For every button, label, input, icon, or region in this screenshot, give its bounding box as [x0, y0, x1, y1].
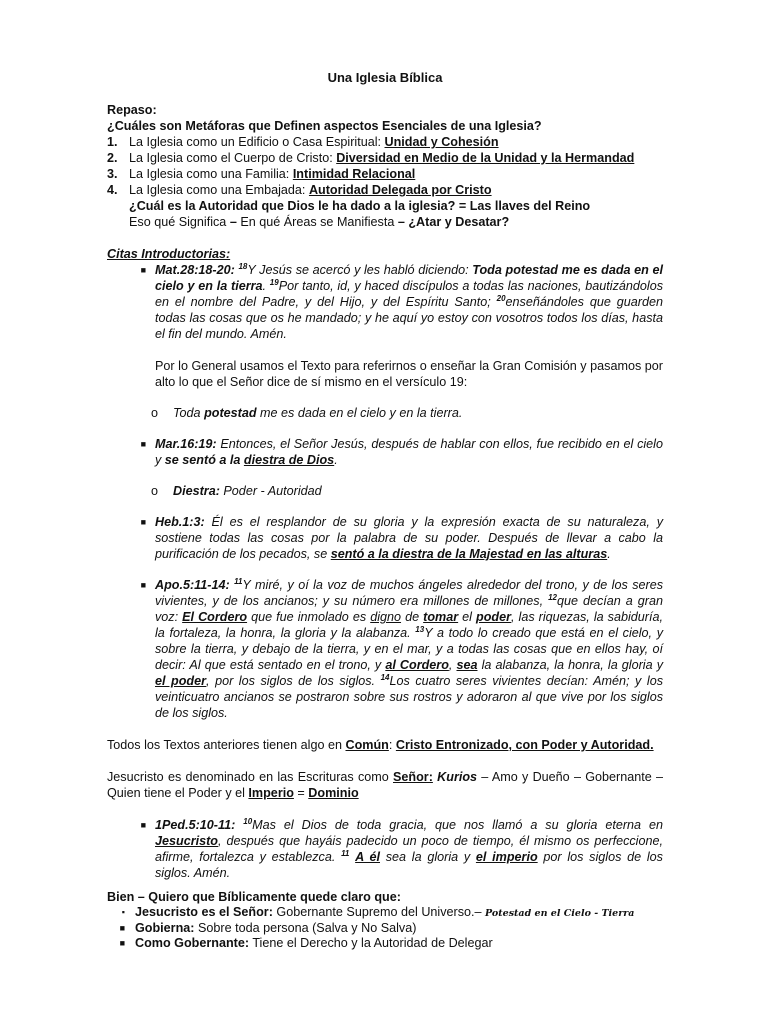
verse-bold-underline: poder [476, 610, 511, 624]
verse-bold-underline: El Cordero [182, 610, 248, 624]
jesucristo-paragraph [107, 769, 663, 801]
small-square-bullet-icon: ■ [119, 938, 125, 948]
circle-bullet-icon: o [151, 406, 159, 420]
verse-segment: Él es el resplandor de su gloria y la expresión exacta de su naturaleza, y sostiene todas las cosas por la palabra de su poder. Después de llevar a cabo la purificación de los pecados, se [155, 515, 663, 561]
verse-segment: , por los siglos de los siglos. [206, 674, 381, 688]
verse-segment: . [334, 453, 338, 467]
repaso-question: ¿Cuáles son Metáforas que Definen aspectos Esenciales de una Iglesia? [107, 119, 542, 133]
verse-segment: , después que hayáis padecido un poco de tiempo, él mismo os perfeccione, afirme, fortalezca y establezca. [155, 834, 663, 864]
common-paragraph [107, 737, 663, 753]
paragraph-segment: = [293, 786, 309, 800]
item-text: La Iglesia como una Embajada: [129, 183, 309, 197]
sub-item-bold: Diestra: [173, 484, 220, 498]
verse-text [155, 262, 663, 342]
metaphor-item-3 [107, 166, 663, 182]
paragraph-bold-underline: Imperio [248, 786, 294, 800]
dash: – [229, 215, 237, 229]
verse-ref: Apo.5:11-14: [155, 578, 230, 592]
verse-segment: el [458, 610, 477, 624]
verse-segment: Por tanto, id, y haced discípulos a todas las naciones, bautizándolos en el nombre del Padre, y del Hijo, y del Espíritu Santo; [155, 279, 664, 309]
generally-paragraph: Por lo General usamos el Texto para referirnos o enseñar la Gran Comisión y pasamos por alto lo que el Señor dice de sí mismo en el versículo 19: [155, 359, 663, 389]
verse-number: 19 [269, 277, 279, 287]
sub-item-diestra [107, 483, 663, 499]
verse-bold-underline: A él [355, 850, 380, 864]
verse-number: 20 [496, 293, 506, 303]
verse-heb [107, 514, 663, 562]
item-emphasis: Autoridad Delegada por Cristo [308, 183, 492, 197]
verse-segment: de [401, 610, 424, 624]
verse-segment: Y Jesús se acercó y les habló diciendo: [247, 263, 473, 277]
verse-number: 11 [341, 848, 350, 858]
conclusion-text: Gobernante Supremo del Universo.– [272, 905, 486, 919]
square-bullet-icon: ■ [140, 517, 146, 527]
conclusion-bold: Jesucristo es el Señor: [135, 905, 273, 919]
verse-number: 11 [234, 576, 243, 586]
citas-heading: Citas Introductorias: [107, 247, 231, 261]
square-bullet-icon: ■ [140, 820, 146, 830]
sub-item-text: me es dada en el cielo y en la tierra. [256, 406, 463, 420]
meaning-part-a: Eso qué Significa [129, 215, 230, 229]
metaphor-item-4 [107, 182, 663, 198]
verse-bold-underline: el imperio [475, 850, 538, 864]
conclusion-bold: Gobierna: [135, 921, 195, 935]
paragraph-segment: : [388, 738, 396, 752]
verse-bold-underline: tomar [423, 610, 459, 624]
paragraph-bold-underline: Cristo Entronizado, con Poder y Autoridad. [395, 738, 654, 752]
verse-text [155, 577, 663, 721]
dash: – [397, 215, 405, 229]
verse-segment: sea la gloria y [380, 850, 476, 864]
verse-segment: Mas el Dios de toda gracia, que nos llamó a su gloria eterna en [252, 818, 664, 832]
verse-apo [107, 577, 663, 721]
sub-item-text: Toda [173, 406, 205, 420]
sub-item-text: Poder - Autoridad [219, 484, 322, 498]
verse-bold-underline: Jesucristo [155, 834, 218, 848]
repaso-heading: Repaso: [107, 103, 157, 117]
verse-number: 10 [243, 816, 253, 826]
verse-segment: Los cuatro seres vivientes decían: Amén; y los veinticuatro ancianos se postraron sobre sus rostros y adoraron al que vive por los siglos de los siglos. [155, 674, 663, 720]
item-emphasis: Diversidad en Medio de la Unidad y la Hermandad [336, 151, 635, 165]
paragraph-bold-underline: Común [345, 738, 389, 752]
verse-segment: que decían a gran voz: [155, 594, 664, 624]
verse-bold: se sentó a la [164, 453, 244, 467]
verse-ped [107, 817, 663, 881]
paragraph-bold-italic: Kurios [437, 770, 478, 784]
meaning-line [107, 214, 663, 230]
verse-bold-underline: sentó a la diestra de la Majestad en las alturas [330, 547, 608, 561]
item-number: 3. [107, 167, 118, 181]
verse-segment: Entonces, el Señor Jesús, después de hablar con ellos, fue recibido en el cielo y [155, 437, 663, 467]
conclusion-text: Tiene el Derecho y la Autoridad de Delegar [249, 936, 493, 950]
verse-segment: que fue inmolado es [247, 610, 371, 624]
verse-text [155, 817, 663, 881]
item-number: 1. [107, 135, 118, 149]
conclusion-note: Potestad en el Cielo - Tierra [485, 908, 635, 919]
small-square-bullet-icon: ▪ [121, 907, 125, 917]
square-bullet-icon: ■ [140, 265, 146, 275]
square-bullet-icon: ■ [140, 580, 146, 590]
verse-number: 13 [415, 624, 425, 634]
item-number: 4. [107, 183, 118, 197]
conclusion-bold: Como Gobernante: [135, 936, 250, 950]
document-page [107, 70, 663, 951]
meaning-part-c: ¿Atar y Desatar? [404, 215, 510, 229]
verse-bold-underline: al Cordero [385, 658, 449, 672]
paragraph-bold-underline: Dominio [308, 786, 359, 800]
verse-bold-underline: el poder [155, 674, 207, 688]
verse-mar [107, 436, 663, 468]
item-number: 2. [107, 151, 118, 165]
verse-number: 14 [380, 672, 390, 682]
conclusion-item-1 [107, 905, 663, 921]
sub-item-bold: potestad [204, 406, 257, 420]
square-bullet-icon: ■ [140, 439, 146, 449]
metaphor-item-1 [107, 134, 663, 150]
verse-number: 12 [548, 592, 557, 602]
conclusion-text: Sobre toda persona (Salva y No Salva) [194, 921, 417, 935]
verse-bold-underline: sea [456, 658, 478, 672]
verse-text [155, 514, 663, 562]
item-emphasis: Intimidad Relacional [292, 167, 416, 181]
sub-item-potestad [107, 405, 663, 421]
small-square-bullet-icon: ■ [119, 923, 125, 933]
verse-segment: , las riquezas, la sabiduría, la fortaleza, la honra, la gloria y la alabanza. [155, 610, 663, 640]
verse-bold: Toda potestad me es dada en el cielo y en la tierra [155, 263, 663, 293]
item-text: La Iglesia como un Edificio o Casa Espiritual: [129, 135, 385, 149]
item-text: La Iglesia como el Cuerpo de Cristo: [129, 151, 337, 165]
verse-segment: . [607, 547, 611, 561]
verse-segment: . [262, 279, 267, 293]
paragraph-bold-underline: Señor: [393, 770, 433, 784]
authority-question: ¿Cuál es la Autoridad que Dios le ha dado a la iglesia? = Las llaves del Reino [129, 199, 591, 213]
conclusion-item-2 [107, 921, 663, 936]
verse-underline: digno [370, 610, 402, 624]
paragraph-segment: – Amo y Dueño – Gobernante – Quien tiene el Poder y el [107, 770, 663, 800]
circle-bullet-icon: o [151, 484, 159, 498]
verse-segment: la alabanza, la honra, la gloria y [477, 658, 663, 672]
verse-ref: Heb.1:3: [155, 515, 205, 529]
verse-segment: por los siglos de los siglos. Amén. [155, 850, 663, 880]
verse-bold-underline: diestra de Dios [243, 453, 335, 467]
item-text: La Iglesia como una Familia: [129, 167, 293, 181]
verse-ref: Mat.28:18-20: [155, 263, 235, 277]
verse-segment: Y miré, y oí la voz de muchos ángeles alrededor del trono, y de los seres vivientes, y de los ancianos; y su número era millones de millones, [155, 578, 664, 608]
verse-text [155, 436, 663, 468]
conclusion-item-3 [107, 936, 663, 951]
document-title: Una Iglesia Bíblica [327, 70, 443, 85]
metaphor-item-2 [107, 150, 663, 166]
verse-ref: 1Ped.5:10-11: [155, 818, 236, 832]
bien-heading: Bien – Quiero que Bíblicamente quede claro que: [107, 890, 401, 904]
item-emphasis: Unidad y Cohesión [384, 135, 499, 149]
verse-segment: Y a todo lo creado que está en el cielo, y sobre la tierra, y debajo de la tierra, y en el mar, y a todas las cosas que en ellos hay, oí decir: Al que está sentado en el trono, y [155, 626, 663, 672]
verse-segment: , [448, 658, 457, 672]
verse-ref: Mar.16:19: [155, 437, 217, 451]
verse-mat [107, 262, 663, 342]
verse-number: 18 [238, 261, 248, 271]
verse-segment: enseñándoles que guarden todas las cosas que os he mandado; y he aquí yo estoy con vosotros todos los días, hasta el fin del mundo. Amén. [155, 295, 663, 341]
paragraph-segment: Jesucristo es denominado en las Escrituras como [107, 770, 393, 784]
meaning-part-b: En qué Áreas se Manifiesta [236, 215, 398, 229]
paragraph-segment: Todos los Textos anteriores tienen algo en [107, 738, 346, 752]
